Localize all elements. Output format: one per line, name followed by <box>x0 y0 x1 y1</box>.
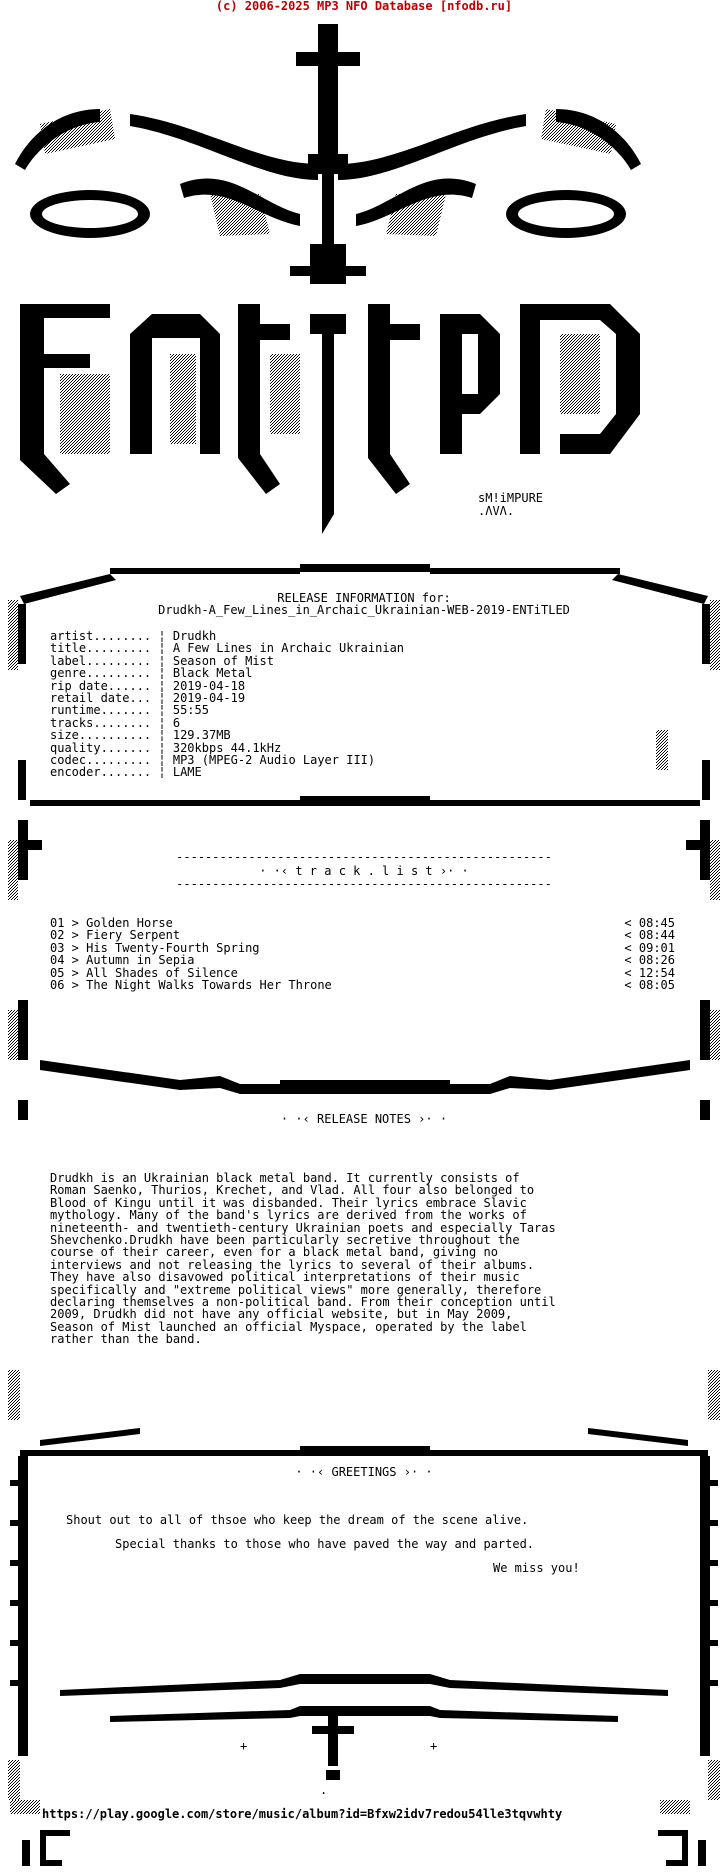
tracklist-rule-top: ---------------------------------------------------- <box>176 850 552 864</box>
crew-tag: .ΛVΛ. <box>478 504 515 518</box>
field-label: genre......... <box>50 666 152 681</box>
field-row: encoder....... ¦ LAME <box>50 765 202 780</box>
field-row: rip date...... ¦ 2019-04-18 <box>50 678 246 693</box>
crew-name: sM!iMPURE <box>478 491 544 505</box>
release-notes <box>50 1172 556 1346</box>
field-label: runtime....... <box>50 703 152 718</box>
field-row: tracks........ ¦ 6 <box>50 715 181 730</box>
field-label: artist........ <box>50 629 152 643</box>
notes-line: Roman Saenko, Thurios, Krechet, and Vlad. All four also belonged to <box>50 1183 535 1198</box>
field-value: Season of Mist <box>172 653 274 668</box>
track-time: < 12:54 <box>624 965 675 980</box>
field-row: retail date... ¦ 2019-04-19 <box>50 691 246 706</box>
track-time: < 08:05 <box>624 978 675 993</box>
notes-line: rather than the band. <box>50 1332 202 1347</box>
footer-url[interactable]: https://play.google.com/store/music/album?id=Bfxw2idv7redou54lle3tqvwhty <box>42 1807 563 1821</box>
track-list <box>50 917 675 991</box>
notes-line: 2009, Drudkh did not have any official website, but in May 2009, <box>50 1307 513 1322</box>
field-value: 129.37MB <box>172 728 231 743</box>
field-row: label......... ¦ Season of Mist <box>50 653 274 668</box>
field-value: 55:55 <box>172 703 209 718</box>
track-time: < 08:45 <box>624 916 675 930</box>
field-row: codec......... ¦ MP3 (MPEG-2 Audio Layer III) <box>50 753 376 768</box>
footer-ornament <box>0 1800 728 1872</box>
field-label: label......... <box>50 653 152 668</box>
field-row: artist........ ¦ Drudkh <box>50 629 217 643</box>
site-copyright: (c) 2006-2025 MP3 NFO Database [nfodb.ru] <box>215 0 513 13</box>
greetings-line-1: Shout out to all of thsoe who keep the dream of the scene alive. <box>66 1513 529 1527</box>
track-title: The Night Walks Towards Her Throne <box>86 978 332 993</box>
track-time: < 08:26 <box>624 953 675 968</box>
field-label: rip date...... <box>50 678 152 693</box>
greetings-line-3: We miss you! <box>493 1561 580 1575</box>
notes-line: specifically and "extreme political views" more generally, therefore <box>50 1282 542 1297</box>
track-number: 02 > <box>50 928 79 943</box>
field-label: quality....... <box>50 740 152 755</box>
track-row <box>50 979 675 991</box>
field-value: Black Metal <box>172 666 253 681</box>
notes-line: Shevchenko.Drudkh have been particularly secretive throughout the <box>50 1233 520 1248</box>
notes-line: mythology. Many of the band's lyrics are derived from the works of <box>50 1208 527 1223</box>
field-value: LAME <box>172 765 202 780</box>
field-label: tracks........ <box>50 715 152 730</box>
field-row: size.......... ¦ 129.37MB <box>50 728 231 743</box>
track-number: 06 > <box>50 978 79 993</box>
field-value: MP3 (MPEG-2 Audio Layer III) <box>172 753 376 768</box>
field-label: codec......... <box>50 753 152 768</box>
notes-line: interviews and not releasing the lyrics to several of their albums. <box>50 1257 535 1272</box>
track-title: Golden Horse <box>86 916 173 930</box>
track-title: All Shades of Silence <box>86 965 238 980</box>
track-title: Fiery Serpent <box>86 928 181 943</box>
field-value: A Few Lines in Archaic Ukrainian <box>172 641 405 656</box>
track-time: < 09:01 <box>624 940 675 955</box>
notes-line: declaring themselves a non-political band. From their conception until <box>50 1295 556 1310</box>
notes-line: nineteenth- and twentieth-century Ukrainian poets and especially Taras <box>50 1220 556 1235</box>
tracklist-rule-bottom: ---------------------------------------------------- <box>176 877 552 891</box>
svg-text:.: . <box>320 1783 328 1797</box>
field-row: runtime....... ¦ 55:55 <box>50 703 209 718</box>
track-number: 03 > <box>50 940 79 955</box>
track-number: 04 > <box>50 953 79 968</box>
svg-text:+: + <box>240 1739 248 1753</box>
notes-line: Blood of Kingu until it was disbanded. Their lyrics embrace Slavic <box>50 1195 527 1210</box>
field-value: 2019-04-18 <box>172 678 246 693</box>
field-value: 320kbps 44.1kHz <box>172 740 282 755</box>
release-name: Drudkh-A_Few_Lines_in_Archaic_Ukrainian-WEB-2019-ENTiTLED <box>158 603 570 617</box>
greetings-frame <box>0 1370 728 1800</box>
release-heading: RELEASE INFORMATION for: <box>277 591 451 605</box>
field-value: Drudkh <box>172 629 217 643</box>
track-title: Autumn in Sepia <box>86 953 195 968</box>
field-label: size.......... <box>50 728 152 743</box>
field-row: genre......... ¦ Black Metal <box>50 666 253 681</box>
field-value: 6 <box>172 715 181 730</box>
entitled-logo <box>0 14 728 534</box>
notes-line: Season of Mist launched an official Myspace, operated by the label <box>50 1319 527 1334</box>
field-value: 2019-04-19 <box>172 691 246 706</box>
track-time: < 08:44 <box>624 928 675 943</box>
field-row: quality....... ¦ 320kbps 44.1kHz <box>50 740 282 755</box>
tracklist-title: · ·‹ t r a c k . l i s t ›· · <box>259 864 469 878</box>
field-row: title......... ¦ A Few Lines in Archaic Ukrainian <box>50 641 405 656</box>
field-label: title......... <box>50 641 152 656</box>
notes-line: course of their career, even for a black metal band, giving no <box>50 1245 498 1260</box>
svg-text:+: + <box>430 1739 438 1753</box>
track-number: 05 > <box>50 965 79 980</box>
track-number: 01 > <box>50 916 79 930</box>
track-title: His Twenty-Fourth Spring <box>86 940 260 955</box>
notes-line: Drudkh is an Ukrainian black metal band. It currently consists of <box>50 1171 520 1185</box>
release-fields <box>50 630 404 779</box>
greetings-line-2: Special thanks to those who have paved the way and parted. <box>115 1537 535 1551</box>
field-label: encoder....... <box>50 765 152 780</box>
notes-title: · ·‹ RELEASE NOTES ›· · <box>280 1112 448 1126</box>
field-label: retail date... <box>50 691 152 706</box>
notes-line: They have also disavowed political interpretations of their music <box>50 1270 520 1285</box>
greetings-title: · ·‹ GREETINGS ›· · <box>295 1465 433 1479</box>
